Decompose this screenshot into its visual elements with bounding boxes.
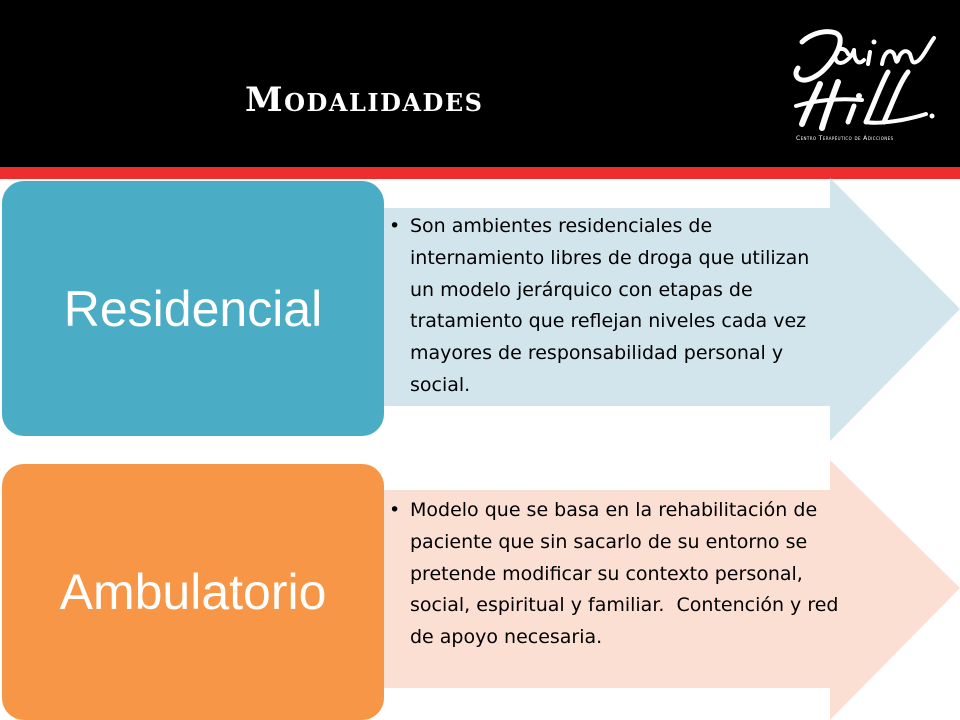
handwritten-signature-logo <box>786 24 938 132</box>
bullet-dot-icon: • <box>389 215 401 237</box>
ambulatorio-description-list <box>389 495 859 654</box>
ambulatorio-label: Ambulatorio <box>59 564 327 620</box>
ambulatorio-description: Modelo que se basa en la rehabilitación de paciente que sin sacarlo de su entorno se pretende modificar su contexto personal, social, espiritual y familiar. Contención y red de apoyo necesaria. <box>410 499 845 649</box>
list-item <box>389 495 859 654</box>
residencial-label-box <box>2 181 384 436</box>
bullet-dot-icon: • <box>389 499 401 521</box>
ambulatorio-label-box <box>2 464 384 720</box>
slide-title: Modalidades <box>245 80 484 120</box>
logo-tagline: Centro Terapéutico de Adicciones <box>796 135 894 142</box>
list-item <box>389 211 829 402</box>
residencial-description-list <box>389 211 829 402</box>
residencial-label: Residencial <box>63 280 323 337</box>
residencial-description: Son ambientes residenciales de internamiento libres de droga que utilizan un modelo jerárquico con etapas de tratamiento que reflejan niveles cada vez mayores de responsabilidad personal y social. <box>410 215 816 396</box>
